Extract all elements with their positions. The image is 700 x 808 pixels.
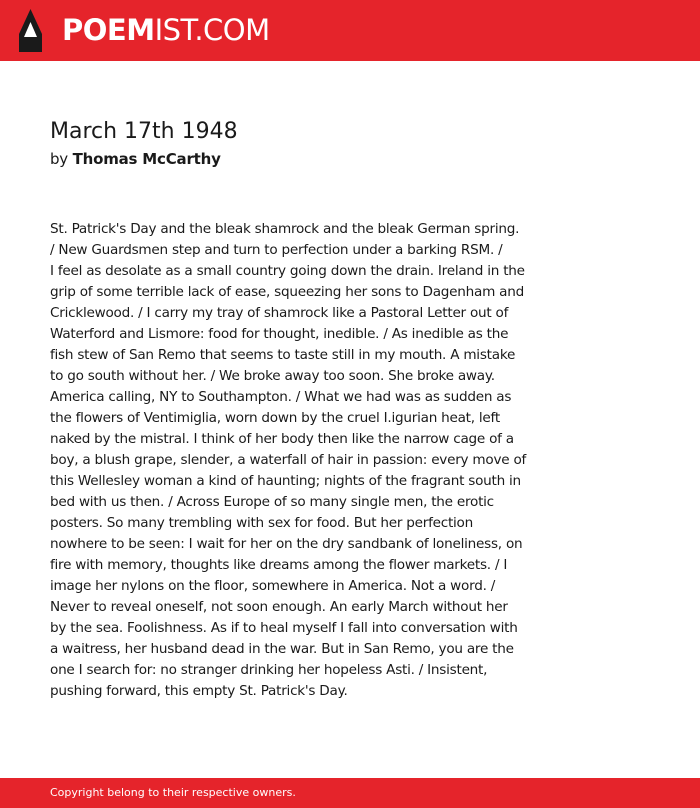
- poem-line: a waitress, her husband dead in the war. But in San Remo, you are the: [50, 641, 514, 657]
- poem-line: the flowers of Ventimiglia, worn down by the cruel I.igurian heat, left: [50, 410, 500, 426]
- poem-line: St. Patrick's Day and the bleak shamrock and the bleak German spring.: [50, 221, 520, 237]
- poem-line: Never to reveal oneself, not soon enough. An early March without her: [50, 599, 508, 615]
- poem-line: naked by the mistral. I think of her body then like the narrow cage of a: [50, 431, 514, 447]
- site-header: [0, 0, 700, 61]
- poem-line: fire with memory, thoughts like dreams among the flower markets. / I: [50, 557, 508, 573]
- poem-line: I feel as desolate as a small country going down the drain. Ireland in the: [50, 263, 525, 279]
- logo-brand-light: IST.COM: [154, 13, 270, 47]
- byline: [50, 149, 221, 169]
- poem-line: fish stew of San Remo that seems to taste still in my mouth. A mistake: [50, 347, 516, 363]
- poem-line: this Wellesley woman a kind of haunting; nights of the fragrant south in: [50, 473, 521, 489]
- poem-title: March 17th 1948: [50, 119, 238, 144]
- poem-body: [50, 219, 550, 702]
- by-label: by: [50, 150, 68, 168]
- poem-line: America calling, NY to Southampton. / What we had was as sudden as: [50, 389, 512, 405]
- poem-line: Cricklewood. / I carry my tray of shamrock like a Pastoral Letter out of: [50, 305, 509, 321]
- poem-line: Waterford and Lismore: food for thought, inedible. / As inedible as the: [50, 326, 509, 342]
- author-name: Thomas McCarthy: [72, 150, 221, 168]
- copyright-text: Copyright belong to their respective owners.: [50, 786, 296, 799]
- poem-line: to go south without her. / We broke away too soon. She broke away.: [50, 368, 495, 384]
- poem-line: boy, a blush grape, slender, a waterfall of hair in passion: every move of: [50, 452, 527, 468]
- pencil-icon[interactable]: [18, 9, 43, 52]
- site-footer: [0, 778, 700, 808]
- poem-line: by the sea. Foolishness. As if to heal myself I fall into conversation with: [50, 620, 518, 636]
- poem-line: nowhere to be seen: I wait for her on the dry sandbank of loneliness, on: [50, 536, 523, 552]
- poem-line: pushing forward, this empty St. Patrick's Day.: [50, 683, 348, 699]
- poem-line: one I search for: no stranger drinking her hopeless Asti. / Insistent,: [50, 662, 488, 678]
- logo-brand-bold: POEM: [62, 13, 155, 47]
- poem-line: image her nylons on the floor, somewhere in America. Not a word. /: [50, 578, 496, 594]
- poem-line: grip of some terrible lack of ease, squeezing her sons to Dagenham and: [50, 284, 524, 300]
- poem-line: / New Guardsmen step and turn to perfection under a barking RSM. /: [50, 242, 503, 258]
- site-logo[interactable]: [62, 12, 270, 48]
- poem-line: posters. So many trembling with sex for food. But her perfection: [50, 515, 473, 531]
- poem-line: bed with us then. / Across Europe of so many single men, the erotic: [50, 494, 494, 510]
